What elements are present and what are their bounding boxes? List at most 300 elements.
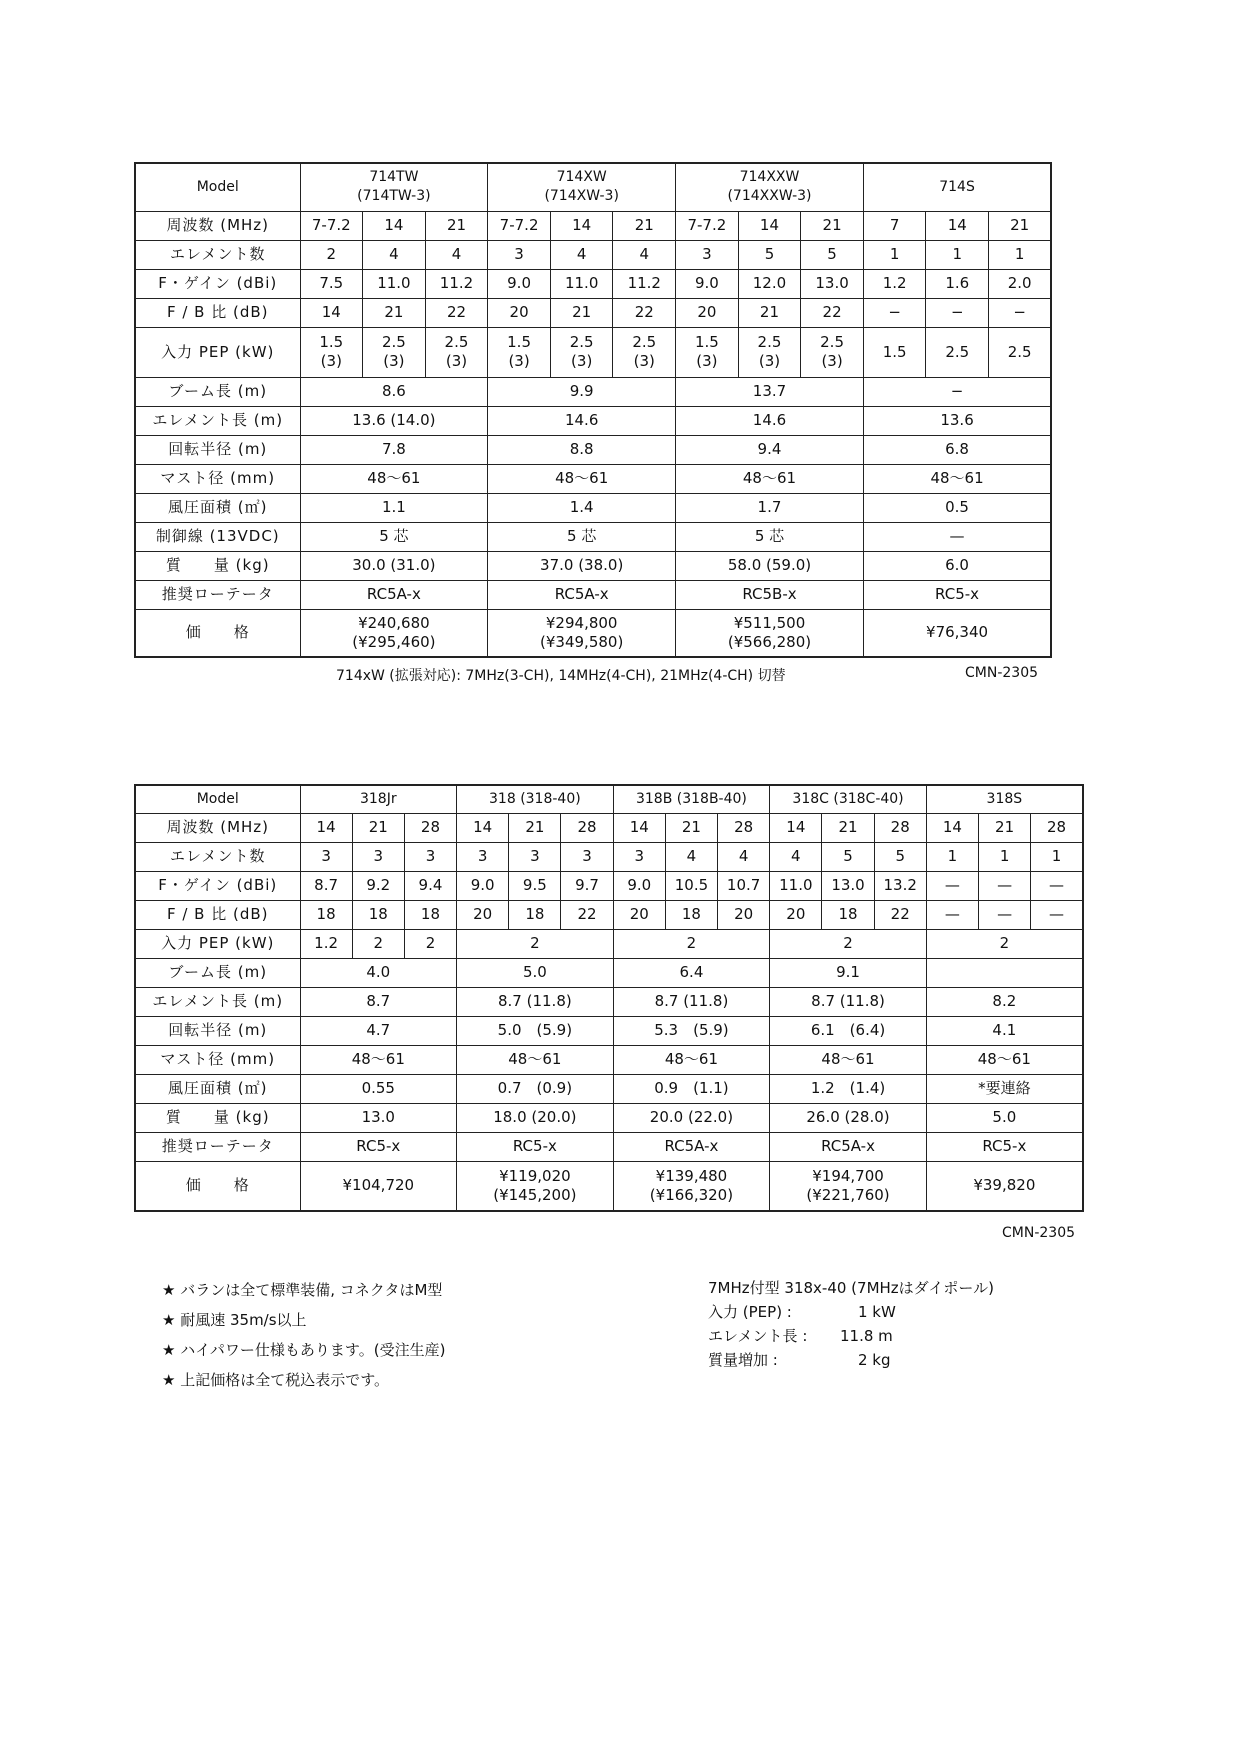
row-label: 回転半径 (m): [135, 435, 300, 464]
table-row: [135, 298, 1051, 327]
table-cell: 21: [613, 211, 676, 240]
table-cell: 1: [979, 842, 1031, 871]
group-cell: 4.1: [926, 1016, 1083, 1045]
group-cell: 6.1 (6.4): [770, 1016, 927, 1045]
group-cell: −: [863, 377, 1051, 406]
table-cell: 21: [738, 298, 801, 327]
table-cell: −: [863, 298, 926, 327]
pep-cell-line-1: (3): [758, 352, 781, 370]
table-cell: 28: [718, 813, 770, 842]
pep-cell-line-0: 2.5: [1007, 342, 1032, 361]
group-cell: RC5A-x: [488, 580, 676, 609]
price-cell-line-0: ¥104,720: [342, 1176, 415, 1195]
table-cell: 3: [613, 842, 665, 871]
row-label: ブーム長 (m): [135, 958, 300, 987]
pep-group-cell: 2: [457, 929, 614, 958]
table-cell: 14: [363, 211, 426, 240]
price-cell-line-1: (¥295,460): [352, 632, 436, 651]
table-cell: 11.0: [770, 871, 822, 900]
option-note-title: 7MHz付型 318x-40 (7MHzはダイポール): [708, 1279, 994, 1297]
table-row: [135, 1016, 1083, 1045]
pep-cell-line-0: 2.5: [632, 333, 657, 351]
table-cell: 4: [665, 842, 717, 871]
table-cell: —: [1031, 871, 1083, 900]
table-row: [135, 580, 1051, 609]
table-cell: 5: [738, 240, 801, 269]
table-cell: —: [979, 871, 1031, 900]
table-cell: 21: [989, 211, 1052, 240]
price-cell: [863, 609, 1051, 657]
table-cell: 14: [613, 813, 665, 842]
table-cell: 21: [979, 813, 1031, 842]
row-label: F・ゲイン (dBi): [135, 269, 300, 298]
group-cell: 18.0 (20.0): [457, 1103, 614, 1132]
group-cell: 20.0 (22.0): [613, 1103, 770, 1132]
price-cell-line-0: ¥194,700: [812, 1166, 884, 1185]
row-label: 推奨ローテータ: [135, 1132, 300, 1161]
price-cell: [770, 1161, 927, 1211]
spec-table-714: [134, 162, 1052, 658]
model-cell: [488, 163, 676, 211]
group-cell: 13.0: [300, 1103, 457, 1132]
table-cell: 14: [738, 211, 801, 240]
option-note-value-0: 1 kW: [858, 1303, 896, 1321]
group-cell: —: [863, 522, 1051, 551]
pep-group-cell: 2: [770, 929, 927, 958]
table-cell: 11.2: [613, 269, 676, 298]
pep-row: [135, 327, 1051, 377]
table-cell: 4: [363, 240, 426, 269]
table1-code: CMN-2305: [965, 665, 1039, 681]
pep-cell-line-0: 2.5: [757, 333, 782, 351]
table-cell: 12.0: [738, 269, 801, 298]
table-cell: 28: [874, 813, 926, 842]
group-cell: 13.6: [863, 406, 1051, 435]
price-cell-line-1: (¥221,760): [806, 1185, 890, 1204]
table2-code: CMN-2305: [1002, 1225, 1076, 1241]
table-row: [135, 269, 1051, 298]
model-cell-line-0: 714TW: [369, 169, 419, 186]
price-cell: [926, 1161, 1083, 1211]
group-cell: 48〜61: [926, 1045, 1083, 1074]
table-cell: 9.0: [457, 871, 509, 900]
table-cell: 3: [300, 842, 352, 871]
table-cell: 9.0: [613, 871, 665, 900]
group-cell: 1.7: [676, 493, 864, 522]
pep-cell-line-0: 1.5: [882, 342, 907, 361]
row-label: 質 量 (kg): [135, 1103, 300, 1132]
table-cell: 1: [926, 240, 989, 269]
table-cell: 1: [989, 240, 1052, 269]
table-cell: 14: [300, 813, 352, 842]
table-row: [135, 842, 1083, 871]
pep-cell-line-1: (3): [571, 352, 593, 370]
table-row: [135, 522, 1051, 551]
pep-cell-line-1: (3): [696, 352, 718, 370]
group-cell: 5.0: [457, 958, 614, 987]
table-cell: 3: [561, 842, 613, 871]
group-cell: 5.0 (5.9): [457, 1016, 614, 1045]
pep-cell-line-1: (3): [633, 352, 655, 370]
row-label: F・ゲイン (dBi): [135, 871, 300, 900]
pep-row: [135, 929, 1083, 958]
table-cell: 18: [404, 900, 456, 929]
group-cell: RC5B-x: [676, 580, 864, 609]
pep-group-cell: 2: [613, 929, 770, 958]
row-label: F / B 比 (dB): [135, 298, 300, 327]
model-row: [135, 785, 1083, 813]
table-row: [135, 493, 1051, 522]
table-cell: —: [926, 871, 978, 900]
table-cell: 21: [801, 211, 864, 240]
table-cell: 5: [822, 842, 874, 871]
model-row: [135, 163, 1051, 211]
model-cell: 318Jr: [300, 785, 457, 813]
price-cell: [488, 609, 676, 657]
table-cell: 20: [718, 900, 770, 929]
option-note-label-2: 質量増加 :: [708, 1351, 778, 1369]
price-cell-line-0: ¥39,820: [973, 1176, 1036, 1195]
table-row: [135, 958, 1083, 987]
table-row: [135, 551, 1051, 580]
row-label: 周波数 (MHz): [135, 211, 300, 240]
group-cell: 26.0 (28.0): [770, 1103, 927, 1132]
table-cell: 22: [874, 900, 926, 929]
model-cell: [300, 163, 488, 211]
group-cell: 13.7: [676, 377, 864, 406]
price-cell-line-0: ¥511,500: [733, 613, 806, 632]
group-cell: 0.7 (0.9): [457, 1074, 614, 1103]
price-cell: [457, 1161, 614, 1211]
group-cell: 8.8: [488, 435, 676, 464]
bullet-2: ★ ハイパワー仕様もあります。(受注生産): [162, 1341, 446, 1359]
group-cell: 6.8: [863, 435, 1051, 464]
table-cell: 1.6: [926, 269, 989, 298]
group-cell: RC5-x: [863, 580, 1051, 609]
group-cell: 5 芯: [300, 522, 488, 551]
table-cell: 9.2: [352, 871, 404, 900]
pep-group-cell: 2: [926, 929, 1083, 958]
row-label: エレメント数: [135, 842, 300, 871]
group-cell: 48〜61: [863, 464, 1051, 493]
price-cell-line-1: (¥166,320): [649, 1185, 734, 1204]
table-row: [135, 211, 1051, 240]
table-cell: 22: [801, 298, 864, 327]
model-cell: 318 (318-40): [457, 785, 614, 813]
group-cell: RC5A-x: [300, 580, 488, 609]
row-label: 価 格: [135, 609, 300, 657]
table-row: [135, 813, 1083, 842]
table-cell: 21: [550, 298, 613, 327]
group-cell: 14.6: [676, 406, 864, 435]
price-row: [135, 609, 1051, 657]
pep-cell-line-1: (3): [508, 352, 530, 370]
row-label: ブーム長 (m): [135, 377, 300, 406]
group-cell: 1.4: [488, 493, 676, 522]
group-cell: 8.7 (11.8): [457, 987, 614, 1016]
price-row: [135, 1161, 1083, 1211]
group-cell: 5.3 (5.9): [613, 1016, 770, 1045]
table-cell: 7-7.2: [676, 211, 739, 240]
group-cell: 5 芯: [676, 522, 864, 551]
pep-cell: [676, 327, 739, 377]
table-row: [135, 464, 1051, 493]
table-cell: 7-7.2: [488, 211, 551, 240]
group-cell: 48〜61: [300, 1045, 457, 1074]
pep-cell-line-0: 1.5: [319, 333, 344, 351]
group-cell: 7.8: [300, 435, 488, 464]
table-cell: 18: [822, 900, 874, 929]
group-cell: 1.2 (1.4): [770, 1074, 927, 1103]
pep-cell: [363, 327, 426, 377]
group-cell: 5.0: [926, 1103, 1083, 1132]
table-cell: 3: [509, 842, 561, 871]
group-cell: 48〜61: [613, 1045, 770, 1074]
table-cell: 2.0: [989, 269, 1052, 298]
table-cell: 14: [770, 813, 822, 842]
pep-cell-line-0: 2.5: [381, 333, 406, 351]
price-cell-line-0: ¥76,340: [926, 623, 989, 642]
group-cell: RC5A-x: [613, 1132, 770, 1161]
pep-cell: 2: [352, 929, 404, 958]
row-label: F / B 比 (dB): [135, 900, 300, 929]
row-label: エレメント長 (m): [135, 406, 300, 435]
table-cell: 13.2: [874, 871, 926, 900]
table-cell: 9.4: [404, 871, 456, 900]
table-cell: 9.5: [509, 871, 561, 900]
model-cell: [863, 163, 1051, 211]
pep-cell-line-0: 2.5: [945, 342, 970, 361]
table-cell: —: [926, 900, 978, 929]
group-cell: 48〜61: [300, 464, 488, 493]
table-row: [135, 1103, 1083, 1132]
price-cell: [300, 1161, 457, 1211]
row-label: 推奨ローテータ: [135, 580, 300, 609]
group-cell: 4.0: [300, 958, 457, 987]
model-cell-line-0: 714S: [939, 178, 975, 195]
group-cell: RC5A-x: [770, 1132, 927, 1161]
row-label: 質 量 (kg): [135, 551, 300, 580]
group-cell: RC5-x: [457, 1132, 614, 1161]
row-label: マスト径 (mm): [135, 464, 300, 493]
table-cell: 3: [676, 240, 739, 269]
model-cell-line-1: (714XW-3): [544, 188, 619, 205]
pep-cell: [989, 327, 1052, 377]
price-cell-line-0: ¥119,020: [499, 1166, 571, 1185]
group-cell: 6.0: [863, 551, 1051, 580]
table-cell: 18: [300, 900, 352, 929]
table-row: [135, 900, 1083, 929]
table-cell: 5: [874, 842, 926, 871]
pep-cell-line-0: 2.5: [569, 333, 594, 351]
table-row: [135, 240, 1051, 269]
table-cell: −: [926, 298, 989, 327]
group-cell: 14.6: [488, 406, 676, 435]
option-note-label-1: エレメント長 :: [708, 1327, 808, 1345]
table-cell: 9.0: [488, 269, 551, 298]
option-note-label-0: 入力 (PEP) :: [708, 1303, 792, 1321]
table-cell: 14: [550, 211, 613, 240]
group-cell: 8.7 (11.8): [770, 987, 927, 1016]
table-cell: 20: [676, 298, 739, 327]
table-cell: 22: [425, 298, 488, 327]
pep-cell: [863, 327, 926, 377]
group-cell: 48〜61: [457, 1045, 614, 1074]
table-cell: 2: [300, 240, 363, 269]
table-cell: 4: [718, 842, 770, 871]
table-cell: 1.2: [863, 269, 926, 298]
group-cell: 6.4: [613, 958, 770, 987]
group-cell: RC5-x: [300, 1132, 457, 1161]
option-note-value-1: 11.8 m: [840, 1327, 893, 1345]
group-cell: 48〜61: [770, 1045, 927, 1074]
table-cell: 18: [509, 900, 561, 929]
table-cell: 21: [665, 813, 717, 842]
pep-cell: [550, 327, 613, 377]
price-cell-line-0: ¥240,680: [358, 613, 430, 632]
table-cell: 4: [770, 842, 822, 871]
pep-cell: [300, 327, 363, 377]
table-cell: 13.0: [801, 269, 864, 298]
table-cell: 9.0: [676, 269, 739, 298]
table-cell: 7-7.2: [300, 211, 363, 240]
model-cell: 318S: [926, 785, 1083, 813]
table-cell: 20: [457, 900, 509, 929]
pep-cell: 1.2: [300, 929, 352, 958]
price-cell: [676, 609, 864, 657]
table-cell: 13.0: [822, 871, 874, 900]
table-cell: 7.5: [300, 269, 363, 298]
row-label: 周波数 (MHz): [135, 813, 300, 842]
table-cell: —: [1031, 900, 1083, 929]
table-cell: 10.7: [718, 871, 770, 900]
pep-cell-line-1: (3): [821, 352, 843, 370]
spec-table-318: [134, 784, 1084, 1212]
table-cell: 4: [550, 240, 613, 269]
row-label: 入力 PEP (kW): [135, 327, 300, 377]
model-cell-line-1: (714XXW-3): [727, 188, 812, 205]
model-cell-line-0: 714XW: [556, 169, 607, 186]
table-cell: —: [979, 900, 1031, 929]
table-row: [135, 1074, 1083, 1103]
table-cell: 21: [352, 813, 404, 842]
group-cell: 9.9: [488, 377, 676, 406]
table-cell: 21: [509, 813, 561, 842]
model-cell: [676, 163, 864, 211]
row-label: 風圧面積 (㎡): [135, 493, 300, 522]
group-cell: 58.0 (59.0): [676, 551, 864, 580]
table-row: [135, 1045, 1083, 1074]
table1-footnote: 714xW (拡張対応): 7MHz(3-CH), 14MHz(4-CH), 21MHz(4-CH) 切替: [336, 668, 786, 684]
pep-cell: [488, 327, 551, 377]
table-cell: 20: [770, 900, 822, 929]
price-cell: [613, 1161, 770, 1211]
pep-cell-line-1: (3): [320, 352, 342, 370]
table-cell: 14: [926, 813, 978, 842]
price-cell: [300, 609, 488, 657]
table-cell: 1: [926, 842, 978, 871]
pep-cell: [425, 327, 488, 377]
group-cell: 48〜61: [676, 464, 864, 493]
row-label: 制御線 (13VDC): [135, 522, 300, 551]
row-label: 風圧面積 (㎡): [135, 1074, 300, 1103]
price-cell-line-1: (¥145,200): [493, 1185, 577, 1204]
table-cell: 14: [926, 211, 989, 240]
table-cell: 3: [404, 842, 456, 871]
table-row: [135, 1132, 1083, 1161]
group-cell: 0.5: [863, 493, 1051, 522]
group-cell: 30.0 (31.0): [300, 551, 488, 580]
table-row: [135, 435, 1051, 464]
table-cell: 3: [352, 842, 404, 871]
pep-cell: [613, 327, 676, 377]
table-cell: 22: [613, 298, 676, 327]
table-row: [135, 871, 1083, 900]
table-cell: 4: [613, 240, 676, 269]
price-cell-line-1: (¥566,280): [727, 632, 812, 651]
group-cell: 13.6 (14.0): [300, 406, 488, 435]
table-cell: 18: [352, 900, 404, 929]
pep-cell: [801, 327, 864, 377]
pep-cell-line-0: 2.5: [444, 333, 469, 351]
table-row: [135, 377, 1051, 406]
model-cell: 318B (318B-40): [613, 785, 770, 813]
model-label: Model: [135, 163, 300, 211]
pep-cell-line-1: (3): [383, 352, 405, 370]
table-cell: 11.2: [425, 269, 488, 298]
row-label: 入力 PEP (kW): [135, 929, 300, 958]
table-cell: 14: [300, 298, 363, 327]
pep-cell: 2: [404, 929, 456, 958]
price-cell-line-1: (¥349,580): [540, 632, 624, 651]
table-cell: −: [989, 298, 1052, 327]
table-cell: 9.7: [561, 871, 613, 900]
table-cell: 3: [488, 240, 551, 269]
table-cell: 21: [425, 211, 488, 240]
pep-cell-line-1: (3): [445, 352, 468, 370]
model-label: Model: [135, 785, 300, 813]
pep-cell: [926, 327, 989, 377]
table-cell: 11.0: [550, 269, 613, 298]
table-cell: 3: [457, 842, 509, 871]
table-cell: 8.7: [300, 871, 352, 900]
table-cell: 7: [863, 211, 926, 240]
table-cell: 28: [404, 813, 456, 842]
table-cell: 10.5: [665, 871, 717, 900]
group-cell: 48〜61: [488, 464, 676, 493]
group-cell: 37.0 (38.0): [488, 551, 676, 580]
table-cell: 14: [457, 813, 509, 842]
group-cell: 8.7 (11.8): [613, 987, 770, 1016]
table-cell: 22: [561, 900, 613, 929]
row-label: 回転半径 (m): [135, 1016, 300, 1045]
model-cell: 318C (318C-40): [770, 785, 927, 813]
row-label: 価 格: [135, 1161, 300, 1211]
option-note-value-2: 2 kg: [858, 1351, 891, 1369]
price-cell-line-0: ¥294,800: [545, 613, 618, 632]
group-cell: 8.6: [300, 377, 488, 406]
table-row: [135, 406, 1051, 435]
pep-cell-line-0: 1.5: [694, 333, 719, 351]
price-cell-line-0: ¥139,480: [655, 1166, 728, 1185]
table-cell: 1: [1031, 842, 1083, 871]
table-cell: 28: [561, 813, 613, 842]
model-cell-line-0: 714XXW: [739, 169, 800, 186]
table-cell: 4: [425, 240, 488, 269]
bullet-3: ★ 上記価格は全て税込表示です。: [162, 1371, 390, 1389]
bullet-1: ★ 耐風速 35m/s以上: [162, 1311, 307, 1329]
table-cell: 20: [488, 298, 551, 327]
